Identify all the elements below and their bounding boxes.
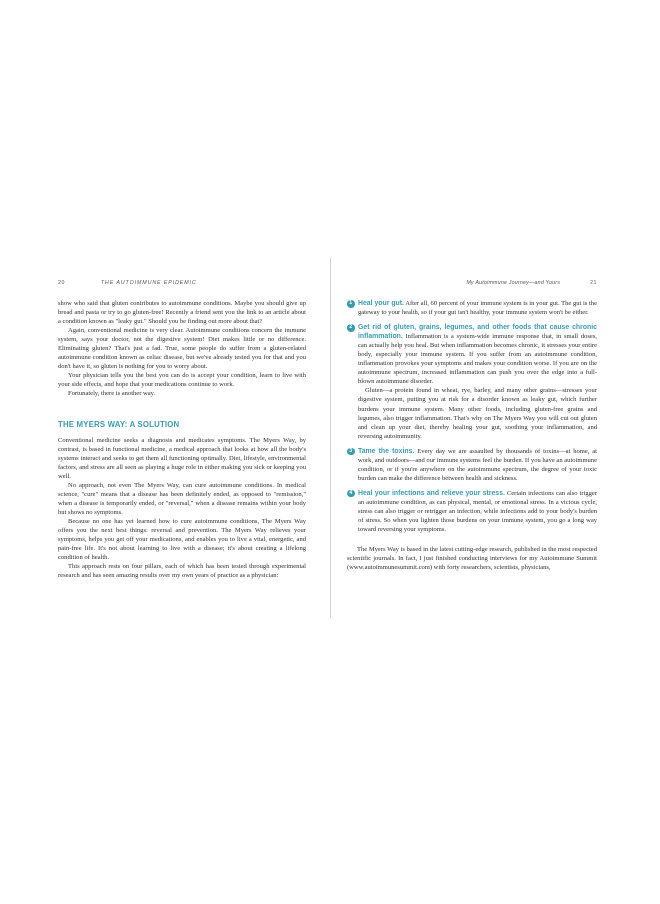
right-running-head	[347, 280, 597, 286]
step-heading: Heal your infections and relieve your stress.	[358, 489, 505, 497]
left-paragraph-2: Again, conventional medicine is very clear. Autoimmune conditions concern the immune system, says your doctor, not the digestive system! Diet makes little or no difference. Eliminating gluten? That's just a fad. True, some people do suffer from a gluten-related autoimmune condition known as celiac disease, but we've already tested you for that and you don't have it, so gluten is nothing for you to worry about.	[58, 327, 306, 371]
left-running-head	[58, 280, 306, 286]
left-paragraph-3: Your physician tells you the best you can do is accept your condition, learn to live with your side effects, and hope that your medications continue to work.	[58, 372, 306, 389]
step-text: Every day we are assaulted by thousands of toxins—at home, at work, and outdoors—and our immune systems feel the burden. If you have an autoimmune condition, or if you're anywhere on the autoimmune spectrum, the degree of your toxic burden can make the difference between health and sickness.	[358, 447, 597, 482]
right-page	[347, 280, 597, 572]
step-number-badge: 1	[347, 300, 355, 308]
step-heading: Tame the toxins.	[358, 447, 415, 455]
step-number-badge: 2	[347, 324, 355, 332]
left-paragraph-8: This approach rests on four pillars, each of which has been tested through experimental research and has seen amazing results over my own years of practice as a physician:	[58, 563, 306, 580]
step-heading: Get rid of gluten, grains, legumes, and other foods that cause chronic inflammation.	[358, 324, 597, 341]
step-heading: Heal your gut.	[358, 300, 404, 307]
step-number-badge: 4	[347, 490, 355, 498]
left-paragraph-1: show who said that gluten contributes to autoimmune conditions. Maybe you should give up bread and pasta or try to go gluten-free! Recently a friend sent you the link to an article about a condition known as "leaky gut." Should you be finding out more about that?	[58, 300, 306, 326]
section-heading: THE MYERS WAY: A SOLUTION	[58, 419, 180, 429]
right-page-number: 21	[590, 280, 597, 286]
step-number-badge: 3	[347, 448, 355, 456]
step-text: Gluten—a protein found in wheat, rye, barley, and many other grains—stresses your digestive system, putting you at risk for a disorder known as leaky gut, which further burdens your immune system. Many other foods, including gluten-free grains and legumes, also trigger inflammation. That's why on The Myers Way you will cut out gluten and clean up your diet, thereby healing your gut, soothing your inflammation, and reversing autoimmunity.	[358, 387, 597, 440]
pillar-step-3	[347, 447, 597, 483]
left-page	[58, 280, 306, 580]
right-running-title: My Autoimmune Journey—and Yours	[466, 280, 561, 286]
step-text: Inflammation is a system-wide immune response that, in small doses, can actually help you heal. But when inflammation becomes chronic, it stresses your entire body, especially your immune system. If you suffer from an autoimmune condition, inflammation provokes your symptoms and makes your condition worse. If you are on the autoimmune spectrum, increased inflammation can push you over the edge into a full-blown autoimmune disorder.	[358, 333, 598, 386]
left-paragraph-5: Conventional medicine seeks a diagnosis and medicates symptoms. The Myers Way, by contrast, is based in functional medicine, a medical approach that looks at how all the body's systems interact and seeks to get them all functioning optimally. Diet, lifestyle, environmental factors, and stress are all seen as playing a huge role in either making you sick or keeping you well.	[58, 436, 306, 480]
pillar-step-2	[347, 323, 597, 441]
left-paragraph-4: Fortunately, there is another way.	[68, 390, 156, 398]
pillar-step-1	[347, 299, 597, 317]
left-paragraph-6: No approach, not even The Myers Way, can cure autoimmune conditions. In medical science, "cure" means that a disease has been definitely ended, as opposed to "remission," when a disease is temporarily ended, or "reversal," when a disease remains within your body but shows no symptoms.	[58, 481, 306, 516]
step-text: After all, 60 percent of your immune system is in your gut. The gut is the gateway to your health, so if your gut isn't healthy, your immune system won't be either.	[358, 300, 597, 317]
pillar-step-4	[347, 489, 597, 534]
left-page-number: 20	[58, 280, 65, 286]
left-running-title: THE AUTOIMMUNE EPIDEMIC	[100, 280, 197, 286]
spread-divider	[330, 258, 331, 618]
left-paragraph-7: Because no one has yet learned how to cure autoimmune conditions, The Myers Way offers you the next best things: reversal and prevention. The Myers Way relieves your symptoms, helps you get off your medications, and enables you to live a vital, energetic, and pain-free life. It's not about learning to live with a disease; it's about creating a lifelong condition of health.	[58, 517, 306, 562]
closing-paragraph: The Myers Way is based in the latest cutting-edge research, published in the most respected scientific journals. In fact, I just finished conducting interviews for my Autoimmune Summit (www.autoimmunesummit.com) with forty researchers, scientists, physicians,	[347, 546, 597, 572]
step-text: Certain infections can also trigger an autoimmune condition, as can physical, mental, or emotional stress. In a vicious cycle, stress can also trigger or retrigger an infection, while infections add to your body's burden of stress. So when you lighten those burdens on your immune system, you go a long way toward reversing your symptoms.	[358, 489, 597, 534]
